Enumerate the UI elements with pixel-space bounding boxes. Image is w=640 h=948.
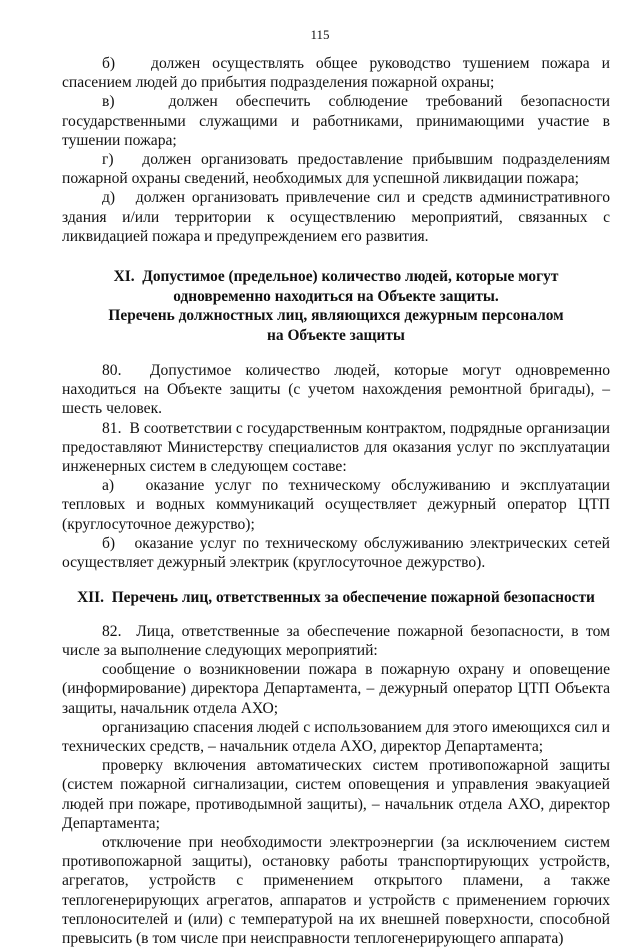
paragraph-80: 80. Допустимое количество людей, которые могут одновременно находиться на Объекте защиты (с учетом нахождения ремонтной бригады), – шесть человек. [62,362,610,418]
paragraph-d-duty: д) должен организовать привлечение сил и средств административного здания и/или территории к осуществлению мероприятий, связанных с ликвидацией пожара и предупреждением его развития. [62,189,610,245]
section-xi-heading-line-3: Перечень должностных лиц, являющихся дежурным персоналом [108,307,564,325]
section-xi-heading-line-4: на Объекте защиты [267,326,405,344]
paragraph-82-systems-check: проверку включения автоматических систем противопожарной защиты (систем пожарной сигнализации, систем оповещения и управления эвакуацией людей при пожаре, противодымной защиты), – начальник отдела АХО, директор Департамента; [62,757,610,832]
paragraph-81-a: а) оказание услуг по техническому обслуживанию и эксплуатации тепловых и водных коммуникаций осуществляет дежурный оператор ЦТП (круглосуточное дежурство); [62,477,610,533]
paragraph-82-rescue: организацию спасения людей с использованием для этого имеющихся сил и технических средств, – начальник отдела АХО, директор Департамента; [62,718,610,755]
paragraph-82: 82. Лица, ответственные за обеспечение пожарной безопасности, в том числе за выполнение следующих мероприятий: [62,622,610,659]
paragraph-v-duty: в) должен обеспечить соблюдение требований безопасности государственными служащими и работниками, принимающими участие в тушении пожара; [62,93,610,149]
paragraph-82-power-off: отключение при необходимости электроэнергии (за исключением систем противопожарной защиты), остановку работы транспортирующих устройств, агрегатов, устройств с применением открытого пламени, а также теплогенерирующих агрегатов, аппаратов и устройств с применением горючих теплоносителей и (или) с температурой на их внешней поверхности, способной превысить (в том числе при неисправности теплогенерирующего аппарата) [62,834,610,948]
paragraph-b-duty: б) должен осуществлять общее руководство тушением пожара и спасением людей до прибытия подразделения пожарной охраны; [62,55,610,92]
section-xi-heading-line-2: одновременно находиться на Объекте защиты. [173,287,499,305]
section-xi-heading-line-1: XI. Допустимое (предельное) количество людей, которые могут [113,268,559,286]
paragraph-81-b: б) оказание услуг по техническому обслуживанию электрических сетей осуществляет дежурный электрик (круглосуточное дежурство). [62,534,610,572]
section-xii-heading: XII. Перечень лиц, ответственных за обеспечение пожарной безопасности [77,589,595,607]
page-number: 115 [310,27,330,42]
paragraph-81: 81. В соответствии с государственным контрактом, подрядные организации предоставляют Министерству специалистов для оказания услуг по эксплуатации инженерных систем в следующем составе: [62,419,610,476]
paragraph-82-notification: сообщение о возникновении пожара в пожарную охрану и оповещение (информирование) директора Департамента, – дежурный оператор ЦТП Объекта защиты, начальник отдела АХО; [62,661,610,717]
paragraph-g-duty: г) должен организовать предоставление прибывшим подразделениям пожарной охраны сведений, необходимых для успешной ликвидации пожара; [62,151,610,188]
document-body [62,54,610,948]
section-xi-heading [62,267,610,345]
